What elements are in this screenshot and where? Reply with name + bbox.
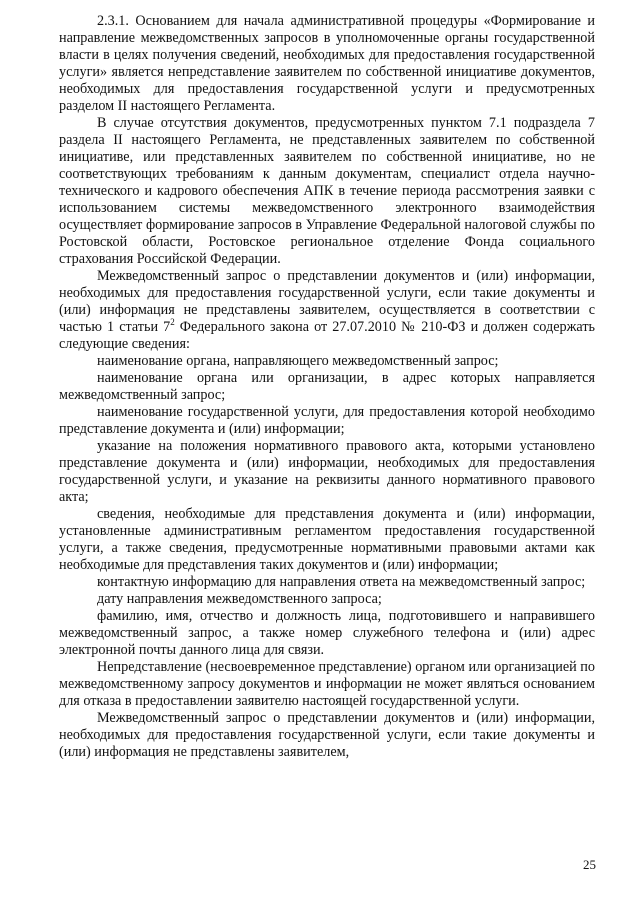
- article-superscript: 2: [170, 317, 175, 327]
- paragraph-non-submission: Непредставление (несвоевременное представление) органом или организацией по межведомственному запросу документов и информации не может являться основанием для отказа в предоставлении заявителю настоящей государственной услуги.: [59, 659, 595, 709]
- paragraph-interagency-request: [59, 268, 595, 353]
- list-item: наименование государственной услуги, для предоставления которой необходимо представление документа и (или) информации;: [59, 404, 595, 437]
- paragraph-text-start: Межведомственный запрос о представлении документов и (или) информации, необходимых для предоставления государственной услуги, если такие документы и (или) информация не представлены заявителем, осуществляется в соответствии с частью 1 статьи 7: [59, 268, 595, 335]
- paragraph-missing-documents: В случае отсутствия документов, предусмотренных пунктом 7.1 подраздела 7 раздела II настоящего Регламента, не представленных заявителем по собственной инициативе, или представленных заявителем по собственной инициативе, но не соответствующих требованиям к данным документам, специалист отдела научно-технического и кадрового обеспечения АПК в течение периода рассмотрения заявки с использованием системы межведомственного электронного взаимодействия осуществляет формирование запросов в Управление Федеральной налоговой службы по Ростовской области, Ростовское региональное отделение Фонда социального страхования Российской Федерации.: [59, 115, 595, 267]
- list-item: дату направления межведомственного запроса;: [97, 591, 382, 607]
- list-item: фамилию, имя, отчество и должность лица, подготовившего и направившего межведомственный запрос, а также номер служебного телефона и (или) адрес электронной почты данного лица для связи.: [59, 608, 595, 658]
- list-item: наименование органа, направляющего межведомственный запрос;: [97, 353, 499, 369]
- paragraph-2-3-1: 2.3.1. Основанием для начала административной процедуры «Формирование и направление межведомственных запросов в уполномоченные органы государственной власти в целях получения сведений, необходимых для предоставления государственной услуги» является непредставление заявителем по собственной инициативе документов, необходимых для предоставления государственной услуги и предусмотренных разделом II настоящего Регламента.: [59, 13, 595, 114]
- list-item: контактную информацию для направления ответа на межведомственный запрос;: [97, 574, 586, 590]
- list-item: наименование органа или организации, в адрес которых направляется межведомственный запрос;: [59, 370, 595, 403]
- page-number: 25: [583, 857, 596, 872]
- paragraph-request-continued: Межведомственный запрос о представлении документов и (или) информации, необходимых для предоставления государственной услуги, если такие документы и (или) информация не представлены заявителем,: [59, 710, 595, 760]
- paragraph-text-end: Федерального закона от 27.07.2010 № 210-ФЗ и должен содержать следующие сведения:: [59, 319, 595, 352]
- body-text: [59, 13, 595, 761]
- list-item: указание на положения нормативного правового акта, которыми установлено представление документа и (или) информации, необходимых для предоставления государственной услуги, и указание на реквизиты данного нормативного правового акта;: [59, 438, 595, 505]
- list-item: сведения, необходимые для представления документа и (или) информации, установленные административным регламентом предоставления государственной услуги, а также сведения, предусмотренные нормативными правовыми актами как необходимые для представления таких документов и (или) информации;: [59, 506, 595, 573]
